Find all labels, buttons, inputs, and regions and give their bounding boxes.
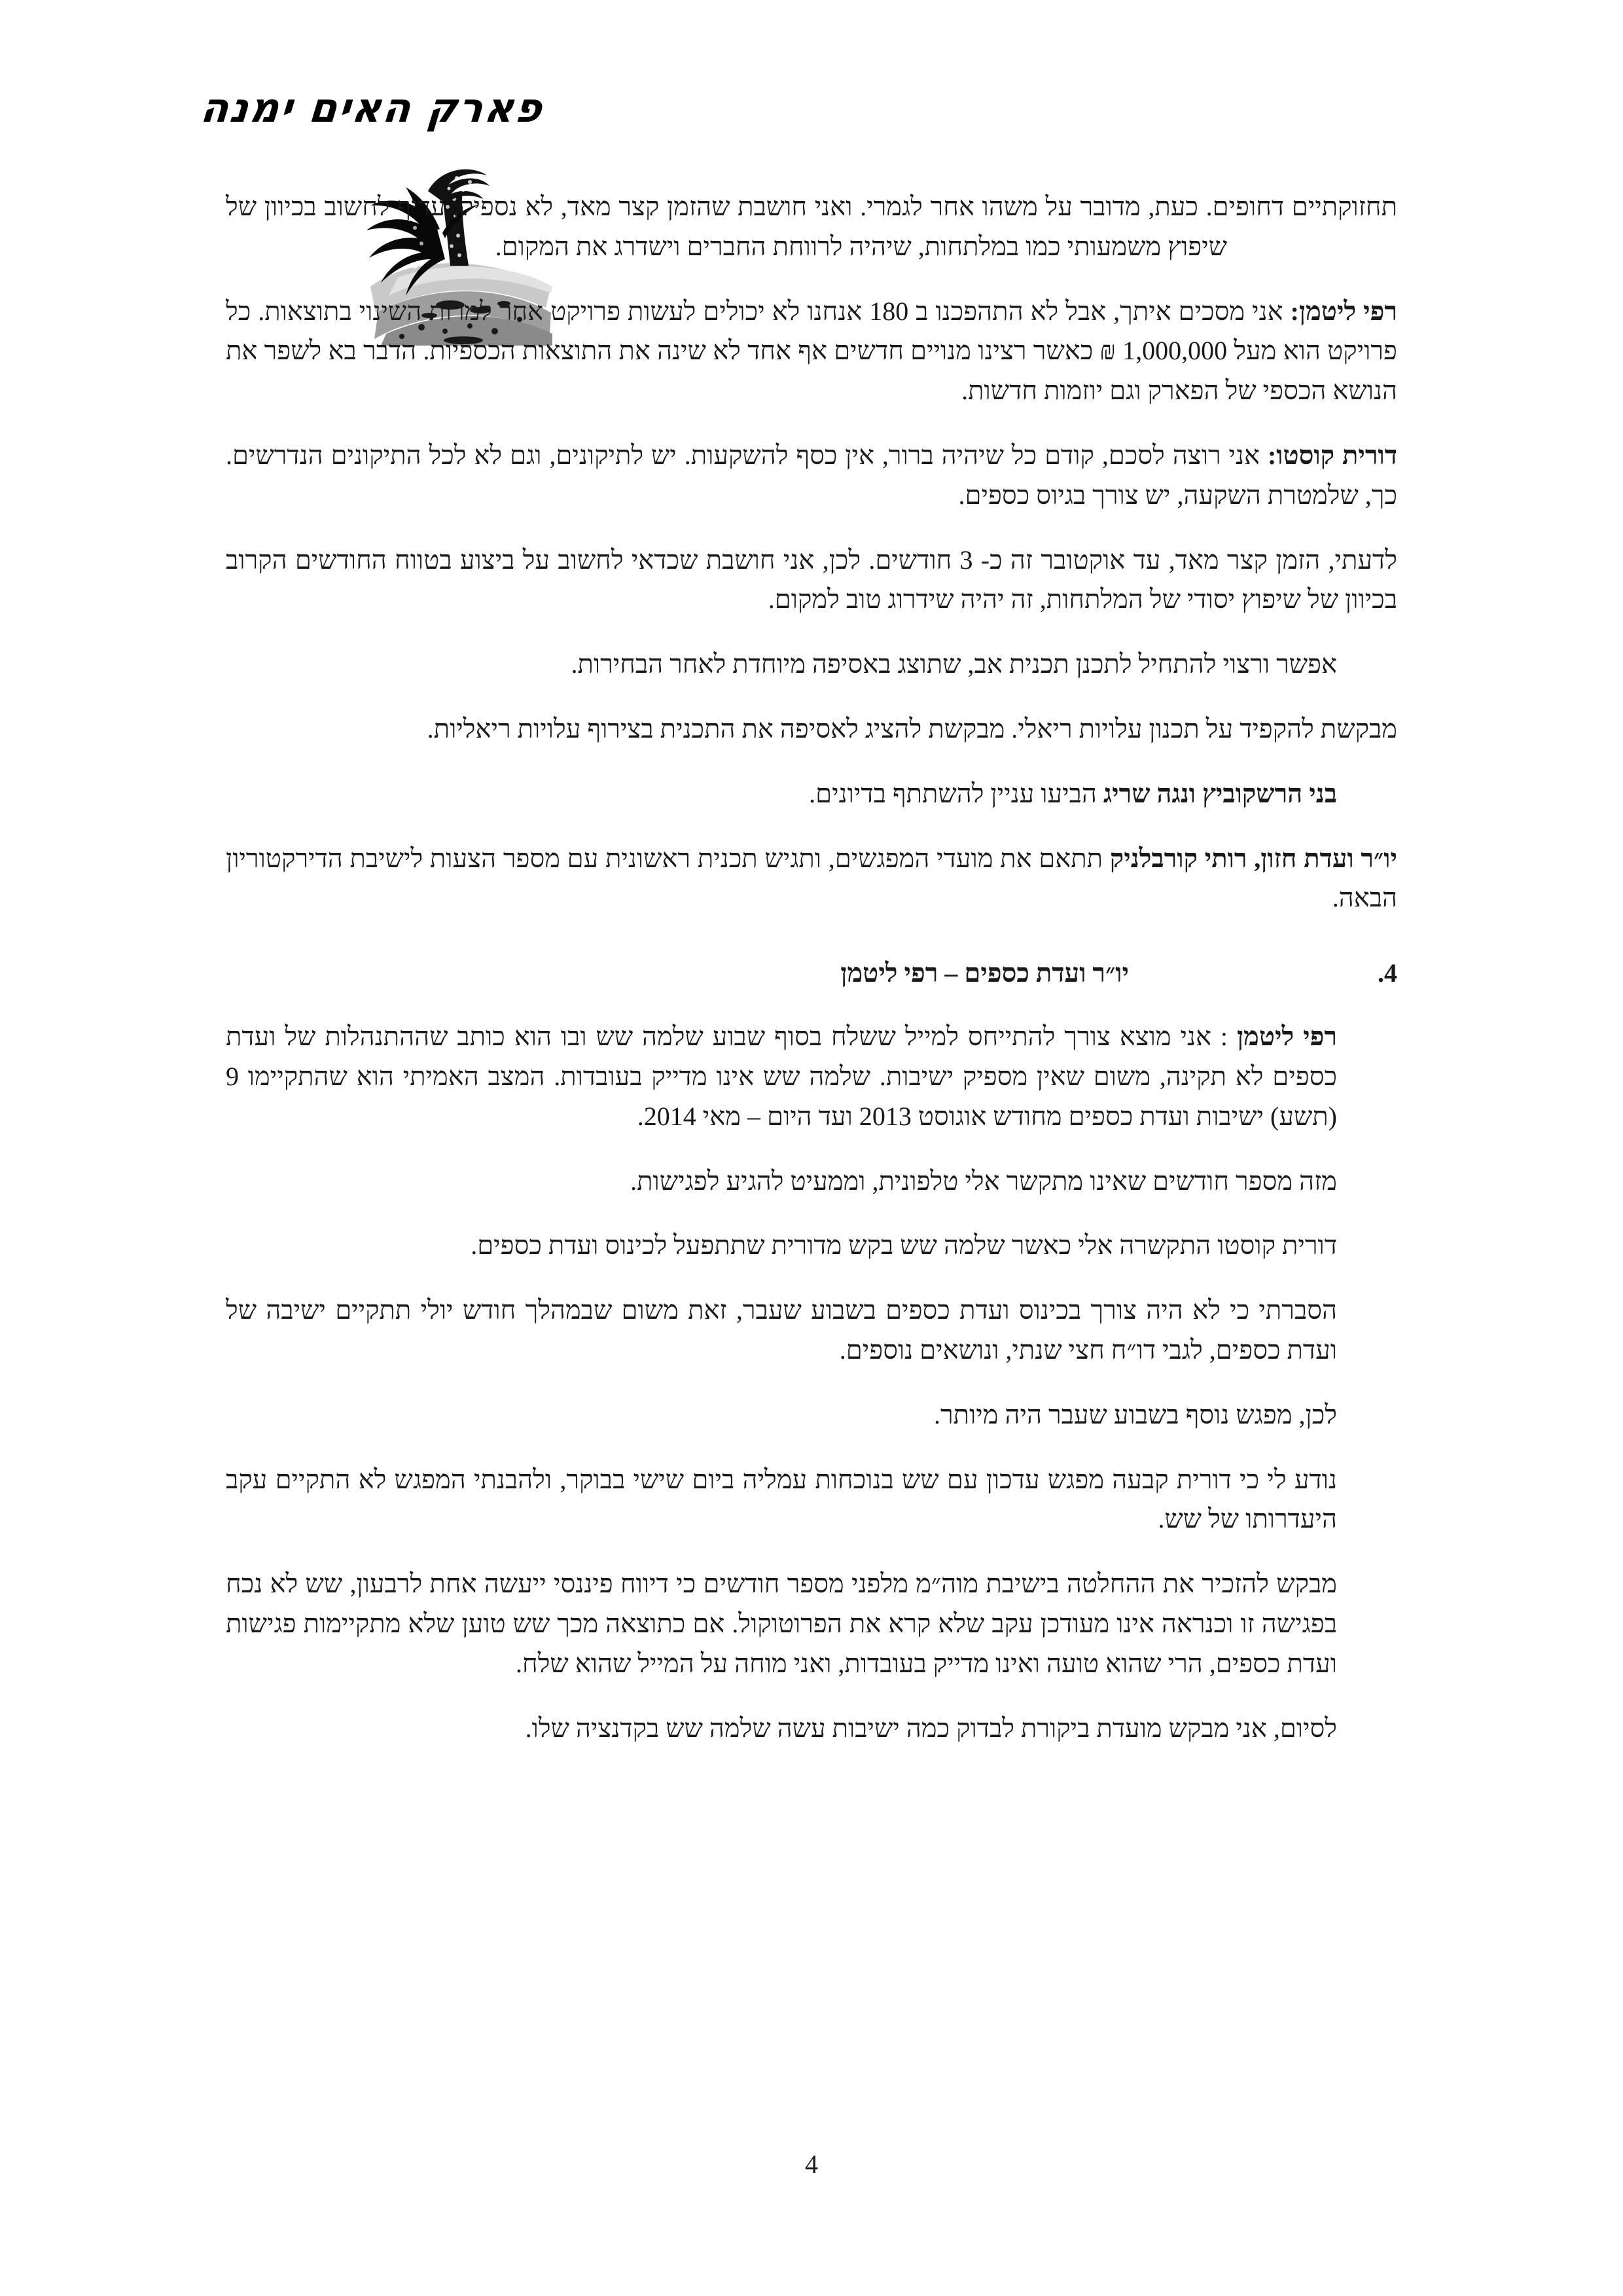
- paragraph-text: : אני מוצא צורך להתייחס למייל ששלח בסוף שבוע שלמה שש ובו הוא כותב שההתנהלות של ועדת כספים לא תקינה, משום שאין מספיק ישיבות. שלמה שש אינו מדייק בעובדות. המצב האמיתי הוא שהתקיימו 9 (תשע) ישיבות ועדת כספים מחודש אוגוסט 2013 ועד היום – מאי 2014.: [226, 1022, 1337, 1131]
- paragraph-text: נודע לי כי דורית קבעה מפגש עדכון עם שש בנוכחות עמליה ביום שישי בבוקר, ולהבנתי המפגש לא התקיים עקב היעדרותו של שש.: [226, 1464, 1337, 1534]
- paragraph: [226, 774, 1397, 814]
- paragraph: [226, 292, 1397, 411]
- speaker-name: יו״ר ועדת חזון, רותי קורבלניק: [1109, 843, 1397, 873]
- section-title: יו״ר ועדת כספים – רפי ליטמן: [840, 958, 1129, 988]
- speaker-name: רפי ליטמן: [1236, 1022, 1338, 1052]
- paragraph: [226, 645, 1397, 685]
- paragraph: [226, 709, 1397, 749]
- paragraph-text: מבקש להזכיר את ההחלטה בישיבת מוה״מ מלפני מספר חודשים כי דיווח פיננסי ייעשה אחת לרבעון, שש לא נכח בפגישה זו וכנראה אינו מעודכן עקב שלא קרא את הפרוטוקול. אם כתוצאה מכך שש טוען שלא מתקיימות פגישות ועדת כספים, הרי שהוא טועה ואינו מדייק בעובדות, ואני מוחה על המייל שהוא שלח.: [226, 1569, 1337, 1678]
- paragraph-text: הסברתי כי לא היה צורך בכינוס ועדת כספים בשבוע שעבר, זאת משום שבמהלך חודש יולי תתקיים ישיבה של ועדת כספים, לגבי דו״ח חצי שנתי, ונושאים נוספים.: [226, 1295, 1337, 1365]
- paragraph: [226, 1709, 1397, 1749]
- paragraph-text: תחזוקתיים דחופים. כעת, מדובר על משהו אחר לגמרי. ואני חושבת שהזמן קצר מאד, לא נספיק, עדיף לחשוב בכיוון של שיפוץ משמעותי כמו במלתחות, שיהיה לרווחת החברים וישדרג את המקום.: [226, 192, 1397, 261]
- section-number: 4.: [1378, 958, 1397, 988]
- speaker-name: רפי ליטמן:: [1290, 296, 1398, 326]
- logo-wordmark: פארק האים ימנה: [198, 84, 546, 132]
- document-body: [226, 187, 1397, 1748]
- page-number: 4: [805, 2149, 818, 2179]
- paragraph-text: אני רוצה לסכם, קודם כל שיהיה ברור, אין כסף להשקעות. יש לתיקונים, וגם לא לכל התיקונים הנדרשים. כך, שלמטרת השקעה, יש צורך בגיוס כספים.: [226, 440, 1397, 510]
- paragraph-text: תתאם את מועדי המפגשים, ותגיש תכנית ראשונית עם מספר הצעות לישיבת הדירקטוריון הבאה.: [226, 843, 1397, 913]
- paragraph-text: הביעו עניין להשתתף בדיונים.: [809, 778, 1097, 808]
- paragraph: [226, 1162, 1397, 1202]
- paragraph: [226, 1226, 1397, 1266]
- paragraph: [226, 436, 1397, 516]
- paragraph: [226, 839, 1397, 919]
- paragraph: [226, 1460, 1397, 1540]
- paragraph-text: אני מסכים איתך, אבל לא התהפכנו ב 180 אנחנו לא יכולים לעשות פרויקט אחר למרות השינוי בתוצאות. כל פרויקט הוא מעל 1,000,000 ₪ כאשר רצינו מנויים חדשים אף אחד לא שינה את התוצאות הכספיות. הדבר בא לשפר את הנושא הכספי של הפארק וגם יוזמות חדשות.: [226, 296, 1397, 406]
- paragraph-text: מזה מספר חודשים שאינו מתקשר אלי טלפונית, וממעיט להגיע לפגישות.: [630, 1166, 1337, 1196]
- paragraph-text: דורית קוסטו התקשרה אלי כאשר שלמה שש בקש מדורית שתתפעל לכינוס ועדת כספים.: [471, 1230, 1337, 1261]
- paragraph: [226, 1395, 1397, 1435]
- paragraph: [226, 1291, 1397, 1371]
- paragraph-text: לסיום, אני מבקש מועדת ביקורת לבדוק כמה ישיבות עשה שלמה שש בקדנציה שלו.: [525, 1713, 1337, 1743]
- section-heading: [226, 958, 1397, 988]
- paragraph-text: מבקשת להקפיד על תכנון עלויות ריאלי. מבקשת להציג לאסיפה את התכנית בצירוף עלויות ריאליות.: [427, 713, 1397, 744]
- paragraph-text: לדעתי, הזמן קצר מאד, עד אוקטובר זה כ- 3 חודשים. לכן, אני חושבת שכדאי לחשוב על ביצוע בטווח החודשים הקרוב בכיוון של שיפוץ יסודי של המלתחות, זה יהיה שידרוג טוב למקום.: [226, 545, 1397, 615]
- paragraph-text: לכן, מפגש נוסף בשבוע שעבר היה מיותר.: [934, 1399, 1337, 1429]
- paragraph: [226, 1564, 1397, 1683]
- paragraph: [226, 541, 1397, 620]
- speaker-name: דורית קוסטו:: [1267, 440, 1398, 470]
- paragraph-text: אפשר ורצוי להתחיל לתכנן תכנית אב, שתוצג באסיפה מיוחדת לאחר הבחירות.: [571, 649, 1337, 679]
- paragraph: [226, 187, 1397, 267]
- speaker-name: בני הרשקוביץ ונגה שריג: [1103, 778, 1337, 808]
- paragraph: [226, 1017, 1397, 1136]
